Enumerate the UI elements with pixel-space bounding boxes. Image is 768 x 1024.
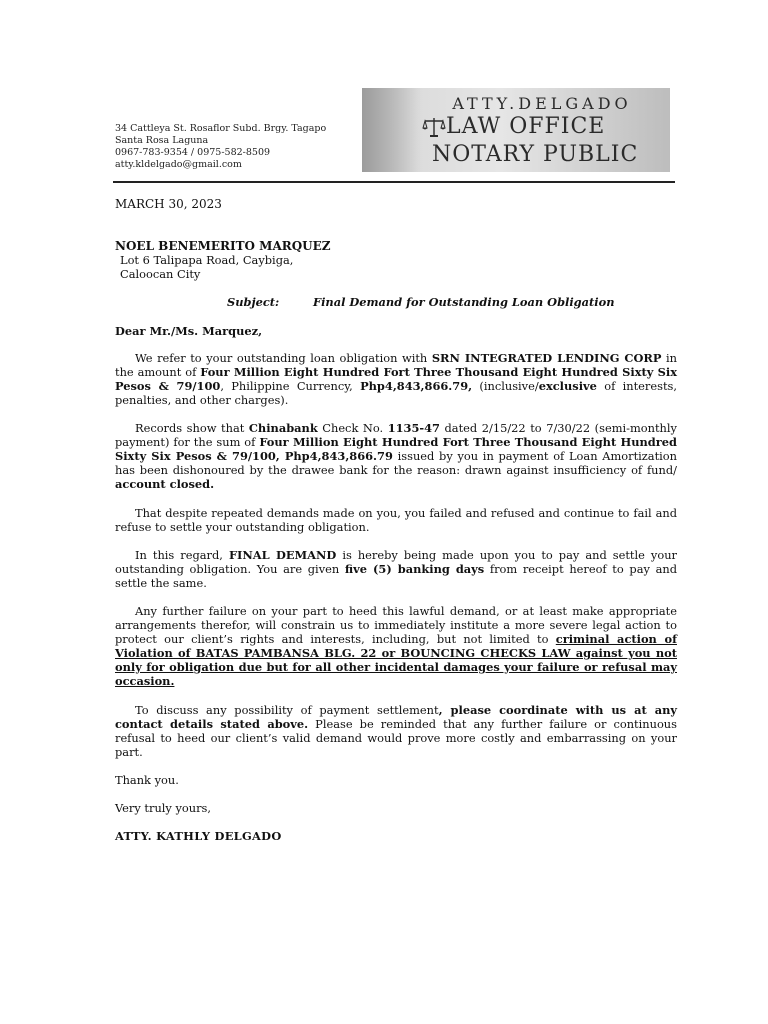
phone-numbers: 0967-783-9354 / 0975-582-8509: [115, 147, 271, 158]
amount-figure: Php4,843,866.79,: [360, 379, 473, 393]
logo-notary-public: NOTARY PUBLIC: [432, 142, 639, 167]
salutation: Dear Mr./Ms. Marquez,: [115, 324, 263, 338]
p3-text: That despite repeated demands made on you, you failed and refused and continue to fail and refuse to settle your outstanding obligation.: [115, 506, 677, 534]
recipient-address-2: Caloocan City: [120, 267, 201, 281]
p6-text: To discuss any possibility of payment settlement: [135, 703, 439, 717]
paragraph-legal-action: [115, 604, 677, 688]
exclusive-word: exclusive: [538, 379, 597, 393]
subject-line: [115, 295, 677, 309]
recipient-name: NOEL BENEMERITO MARQUEZ: [115, 239, 331, 253]
law-office-logo: [362, 88, 670, 172]
p1-text: in the amount of: [115, 351, 677, 379]
logo-shade: [362, 88, 422, 172]
p1-text: , Philippine Currency,: [220, 379, 361, 393]
p1-text: of interests, penalties, and other charges).: [115, 379, 677, 407]
scales-of-justice-icon: [422, 116, 446, 138]
deadline-days: five (5) banking days: [344, 562, 485, 576]
contact-instruction: , please coordinate with us at any contact details stated above.: [115, 703, 677, 731]
subject-text: Final Demand for Outstanding Loan Obligation: [313, 295, 615, 309]
paragraph-check-records: [115, 421, 677, 491]
p5-text: Any further failure on your part to heed this lawful demand, or at least make appropriate arrangements therefor, will constrain us to immediately institute a more severe legal action to protect our client’s rights and interests, including, but not limited to: [115, 604, 677, 646]
final-demand-term: FINAL DEMAND: [228, 548, 337, 562]
email-address: atty.kldelgado@gmail.com: [115, 159, 242, 170]
check-number: 1135-47: [387, 421, 440, 435]
complimentary-close: Very truly yours,: [115, 801, 212, 815]
recipient-block: [115, 239, 677, 281]
letterhead-divider: [113, 181, 675, 183]
paragraph-final-demand: [115, 548, 677, 590]
criminal-action-clause: criminal action of Violation of BATAS PAMBANSA BLG. 22 or BOUNCING CHECKS LAW against you not only for obligation due but for all other incidental damages your failure or refusal may occasion.: [115, 632, 677, 688]
p2-text: dated 2/15/22 to 7/30/22 (semi-monthly payment) for the sum of: [115, 421, 677, 449]
subject-label: Subject:: [227, 295, 280, 309]
logo-attorney-name: ATTY.DELGADO: [452, 94, 632, 113]
address-line-1: 34 Cattleya St. Rosaflor Subd. Brgy. Tagapo: [115, 123, 327, 134]
check-amount: Four Million Eight Hundred Fort Three Thousand Eight Hundred Sixty Six Pesos & 79/100, Php4,843,866.79: [115, 435, 677, 463]
amount-in-words: Four Million Eight Hundred Fort Three Thousand Eight Hundred Sixty Six Pesos & 79/100: [115, 365, 678, 393]
recipient-address-1: Lot 6 Talipapa Road, Caybiga,: [120, 253, 294, 267]
paragraph-failure-to-settle: [115, 506, 677, 534]
letter-date: MARCH 30, 2023: [115, 197, 222, 211]
logo-law-office: LAW OFFICE: [446, 114, 606, 139]
address-line-2: Santa Rosa Laguna: [115, 135, 209, 146]
lender-name: SRN INTEGRATED LENDING CORP: [431, 351, 662, 365]
p1-text: We refer to your outstanding loan obligation with: [135, 351, 432, 365]
p2-text: Records show that: [135, 421, 249, 435]
p2-text: Check No.: [317, 421, 388, 435]
p4-text: is hereby being made upon you to pay and settle your outstanding obligation. You are given: [115, 548, 677, 576]
p6-text: Please be reminded that any further failure or continuous refusal to heed our client’s valid demand would prove more costly and embarrassing on your part.: [115, 717, 677, 759]
letterhead-address: [115, 123, 326, 171]
p2-text: issued by you in payment of Loan Amortization has been dishonoured by the drawee bank for the reason: drawn against insufficiency of fund/: [115, 449, 678, 477]
p4-text: In this regard,: [135, 548, 229, 562]
paragraph-settlement: [115, 703, 677, 759]
p1-text: (inclusive/: [472, 379, 539, 393]
bank-name: Chinabank: [248, 421, 318, 435]
account-closed: account closed.: [115, 477, 215, 491]
p4-text: from receipt hereof to pay and settle the same.: [115, 562, 677, 590]
paragraph-loan-obligation: [115, 351, 677, 407]
signatory-name: ATTY. KATHLY DELGADO: [115, 829, 282, 843]
thank-you: Thank you.: [115, 773, 179, 787]
